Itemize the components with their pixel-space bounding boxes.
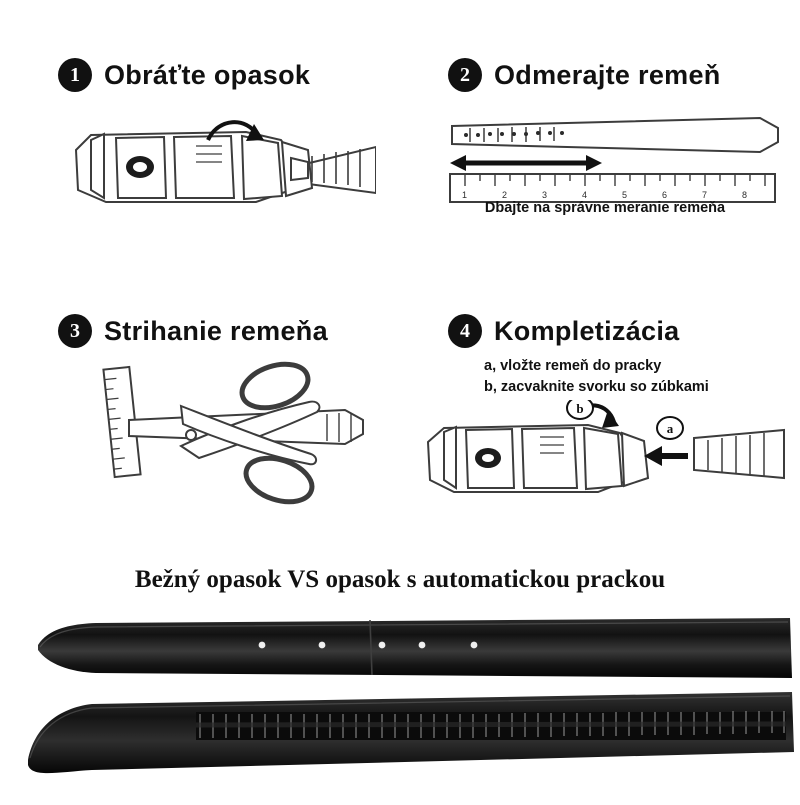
- step-2-title: Odmerajte remeň: [494, 59, 721, 90]
- classic-belt: [38, 618, 792, 678]
- step-2-number: 2: [448, 58, 482, 92]
- svg-text:6: 6: [662, 190, 668, 200]
- automatic-belt: [28, 692, 794, 773]
- comparison-title: Bežný opasok VS opasok s automatickou prackou: [134, 566, 666, 593]
- step-2-header: [448, 58, 721, 92]
- belt-comparison: [0, 600, 800, 800]
- step-3: [58, 314, 328, 348]
- svg-text:7: 7: [702, 190, 708, 200]
- step-4-number: 4: [448, 314, 482, 348]
- step-3-title: Strihanie remeňa: [104, 315, 328, 346]
- svg-text:a: a: [666, 421, 674, 436]
- step-3-number: 3: [58, 314, 92, 348]
- step-1: [58, 58, 310, 92]
- measuring-tape-icon: [440, 108, 780, 208]
- step-2-caption: Dbajte na správne meranie remeňa: [484, 200, 726, 216]
- step-4: [448, 314, 709, 395]
- svg-text:5: 5: [622, 190, 628, 200]
- svg-text:b: b: [576, 401, 584, 416]
- buckle-flip-icon: [46, 110, 376, 225]
- svg-text:4: 4: [582, 190, 588, 200]
- svg-text:1: 1: [462, 190, 468, 200]
- step-4-line-b: b, zacvaknite svorku so zúbkami: [484, 379, 709, 395]
- step-1-title: Obráťte opasok: [104, 59, 311, 90]
- step-4-line-a: a, vložte remeň do pracky: [484, 358, 662, 374]
- step-2: [448, 58, 721, 92]
- step-1-number: 1: [58, 58, 92, 92]
- step-4-header: [448, 314, 709, 348]
- scissors-icon: [95, 358, 375, 513]
- svg-text:3: 3: [542, 190, 548, 200]
- svg-text:2: 2: [502, 190, 508, 200]
- step-3-header: [58, 314, 328, 348]
- step-4-title: Kompletizácia: [494, 315, 680, 346]
- svg-text:8: 8: [742, 190, 748, 200]
- assembly-icon: [408, 400, 788, 525]
- step-1-header: [58, 58, 310, 92]
